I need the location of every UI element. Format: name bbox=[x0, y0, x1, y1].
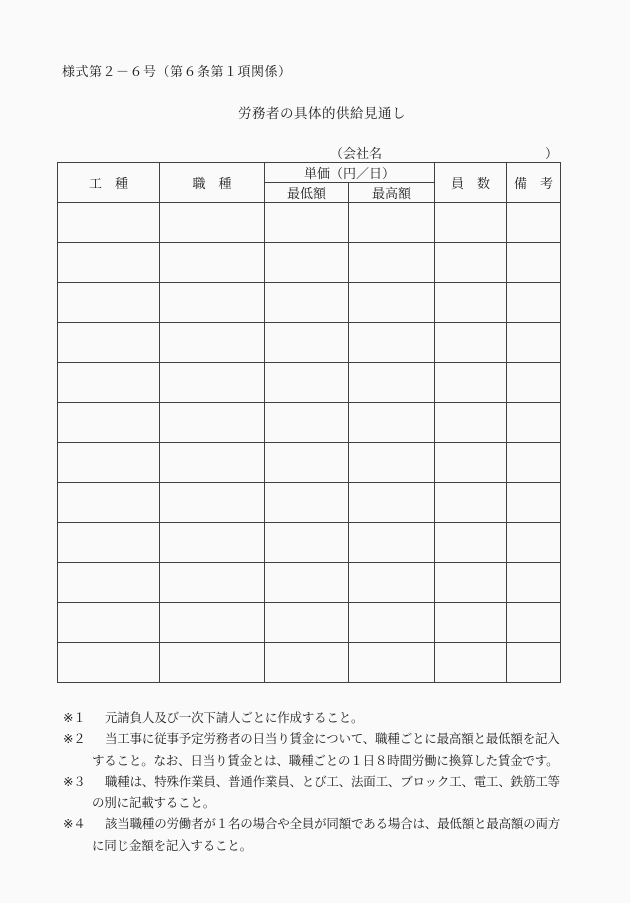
column-header-min-amount: 最低額 bbox=[265, 183, 349, 203]
empty-cell bbox=[58, 643, 160, 683]
empty-cell bbox=[435, 203, 507, 243]
note-3 bbox=[63, 772, 573, 793]
empty-cell bbox=[507, 643, 561, 683]
empty-cell bbox=[507, 323, 561, 363]
empty-cell bbox=[58, 523, 160, 563]
note-4-label: ※４ bbox=[63, 817, 86, 832]
empty-cell bbox=[435, 483, 507, 523]
empty-cell bbox=[160, 203, 265, 243]
empty-cell bbox=[58, 283, 160, 323]
empty-cell bbox=[160, 523, 265, 563]
note-2-label: ※２ bbox=[63, 732, 86, 747]
table-row bbox=[58, 203, 561, 243]
column-header-remarks: 備 考 bbox=[507, 163, 561, 203]
empty-cell bbox=[435, 563, 507, 603]
empty-cell bbox=[160, 243, 265, 283]
table-header bbox=[58, 163, 561, 203]
empty-cell bbox=[349, 443, 435, 483]
table-row bbox=[58, 283, 561, 323]
empty-cell bbox=[160, 363, 265, 403]
empty-cell bbox=[435, 363, 507, 403]
empty-cell bbox=[58, 403, 160, 443]
empty-cell bbox=[265, 203, 349, 243]
table-row bbox=[58, 603, 561, 643]
page-title: 労務者の具体的供給見通し bbox=[238, 106, 406, 121]
empty-cell bbox=[435, 643, 507, 683]
note-2-text-line-2: すること。なお、日当り賃金とは、職種ごとの１日８時間労働に換算した賃金です。 bbox=[92, 753, 559, 768]
company-name-line bbox=[330, 143, 558, 162]
empty-cell bbox=[265, 363, 349, 403]
empty-cell bbox=[160, 443, 265, 483]
supply-outlook-table bbox=[57, 162, 561, 683]
column-header-unit-price: 単価（円／日） bbox=[265, 163, 435, 183]
note-3-text-line-2: の別に記載すること。 bbox=[92, 796, 216, 811]
empty-cell bbox=[349, 563, 435, 603]
empty-cell bbox=[58, 363, 160, 403]
empty-cell bbox=[507, 203, 561, 243]
table-row bbox=[58, 403, 561, 443]
note-1 bbox=[63, 708, 573, 729]
empty-cell bbox=[349, 523, 435, 563]
empty-cell bbox=[265, 443, 349, 483]
form-number: 様式第２－６号（第６条第１項関係） bbox=[62, 64, 292, 79]
empty-cell bbox=[58, 323, 160, 363]
empty-cell bbox=[349, 643, 435, 683]
empty-cell bbox=[160, 323, 265, 363]
note-3-text-line-1: 職種は、特殊作業員、普通作業員、とび工、法面工、ブロック工、電工、鉄筋工等 bbox=[105, 774, 560, 789]
column-header-max-amount: 最高額 bbox=[349, 183, 435, 203]
table-row bbox=[58, 323, 561, 363]
empty-cell bbox=[160, 283, 265, 323]
empty-cell bbox=[160, 643, 265, 683]
empty-cell bbox=[435, 323, 507, 363]
empty-cell bbox=[435, 603, 507, 643]
empty-cell bbox=[435, 243, 507, 283]
empty-cell bbox=[265, 283, 349, 323]
empty-cell bbox=[58, 483, 160, 523]
column-header-work-type: 工 種 bbox=[58, 163, 160, 203]
empty-cell bbox=[265, 323, 349, 363]
empty-cell bbox=[265, 643, 349, 683]
empty-cell bbox=[435, 283, 507, 323]
empty-cell bbox=[349, 283, 435, 323]
table-row bbox=[58, 243, 561, 283]
table-row bbox=[58, 363, 561, 403]
empty-cell bbox=[160, 483, 265, 523]
empty-cell bbox=[58, 563, 160, 603]
empty-cell bbox=[160, 563, 265, 603]
empty-cell bbox=[265, 563, 349, 603]
empty-cell bbox=[507, 363, 561, 403]
note-2-text-line-1: 当工事に従事予定労務者の日当り賃金について、職種ごとに最高額と最低額を記入 bbox=[105, 732, 560, 747]
empty-cell bbox=[507, 603, 561, 643]
note-4-text-line-1: 該当職種の労働者が１名の場合や全員が同額である場合は、最低額と最高額の両方 bbox=[105, 817, 561, 832]
empty-cell bbox=[507, 403, 561, 443]
company-name-close-paren: ） bbox=[544, 146, 558, 161]
footnotes bbox=[63, 708, 573, 857]
empty-cell bbox=[507, 523, 561, 563]
table-row bbox=[58, 443, 561, 483]
empty-cell bbox=[349, 203, 435, 243]
empty-cell bbox=[160, 403, 265, 443]
empty-cell bbox=[349, 323, 435, 363]
empty-cell bbox=[58, 603, 160, 643]
empty-cell bbox=[435, 443, 507, 483]
column-header-occupation: 職 種 bbox=[160, 163, 265, 203]
note-4 bbox=[63, 814, 573, 835]
empty-cell bbox=[58, 243, 160, 283]
table-body bbox=[58, 203, 561, 683]
note-1-label: ※１ bbox=[63, 711, 86, 725]
empty-cell bbox=[349, 603, 435, 643]
empty-cell bbox=[265, 243, 349, 283]
empty-cell bbox=[349, 243, 435, 283]
note-4-text-line-2: に同じ金額を記入すること。 bbox=[92, 838, 252, 853]
table-row bbox=[58, 483, 561, 523]
empty-cell bbox=[58, 443, 160, 483]
empty-cell bbox=[160, 603, 265, 643]
table-row bbox=[58, 523, 561, 563]
empty-cell bbox=[265, 523, 349, 563]
empty-cell bbox=[507, 483, 561, 523]
empty-cell bbox=[507, 563, 561, 603]
empty-cell bbox=[265, 483, 349, 523]
table-row bbox=[58, 643, 561, 683]
note-2 bbox=[63, 729, 573, 750]
empty-cell bbox=[507, 283, 561, 323]
empty-cell bbox=[265, 403, 349, 443]
empty-cell bbox=[349, 483, 435, 523]
empty-cell bbox=[58, 203, 160, 243]
empty-cell bbox=[507, 443, 561, 483]
empty-cell bbox=[435, 403, 507, 443]
table-row bbox=[58, 563, 561, 603]
empty-cell bbox=[435, 523, 507, 563]
column-header-headcount: 員 数 bbox=[435, 163, 507, 203]
empty-cell bbox=[265, 603, 349, 643]
empty-cell bbox=[349, 403, 435, 443]
note-3-label: ※３ bbox=[63, 774, 86, 789]
empty-cell bbox=[507, 243, 561, 283]
note-1-text: 元請負人及び一次下請人ごとに作成すること。 bbox=[105, 711, 364, 725]
empty-cell bbox=[349, 363, 435, 403]
company-name-label: （会社名 bbox=[330, 146, 383, 161]
